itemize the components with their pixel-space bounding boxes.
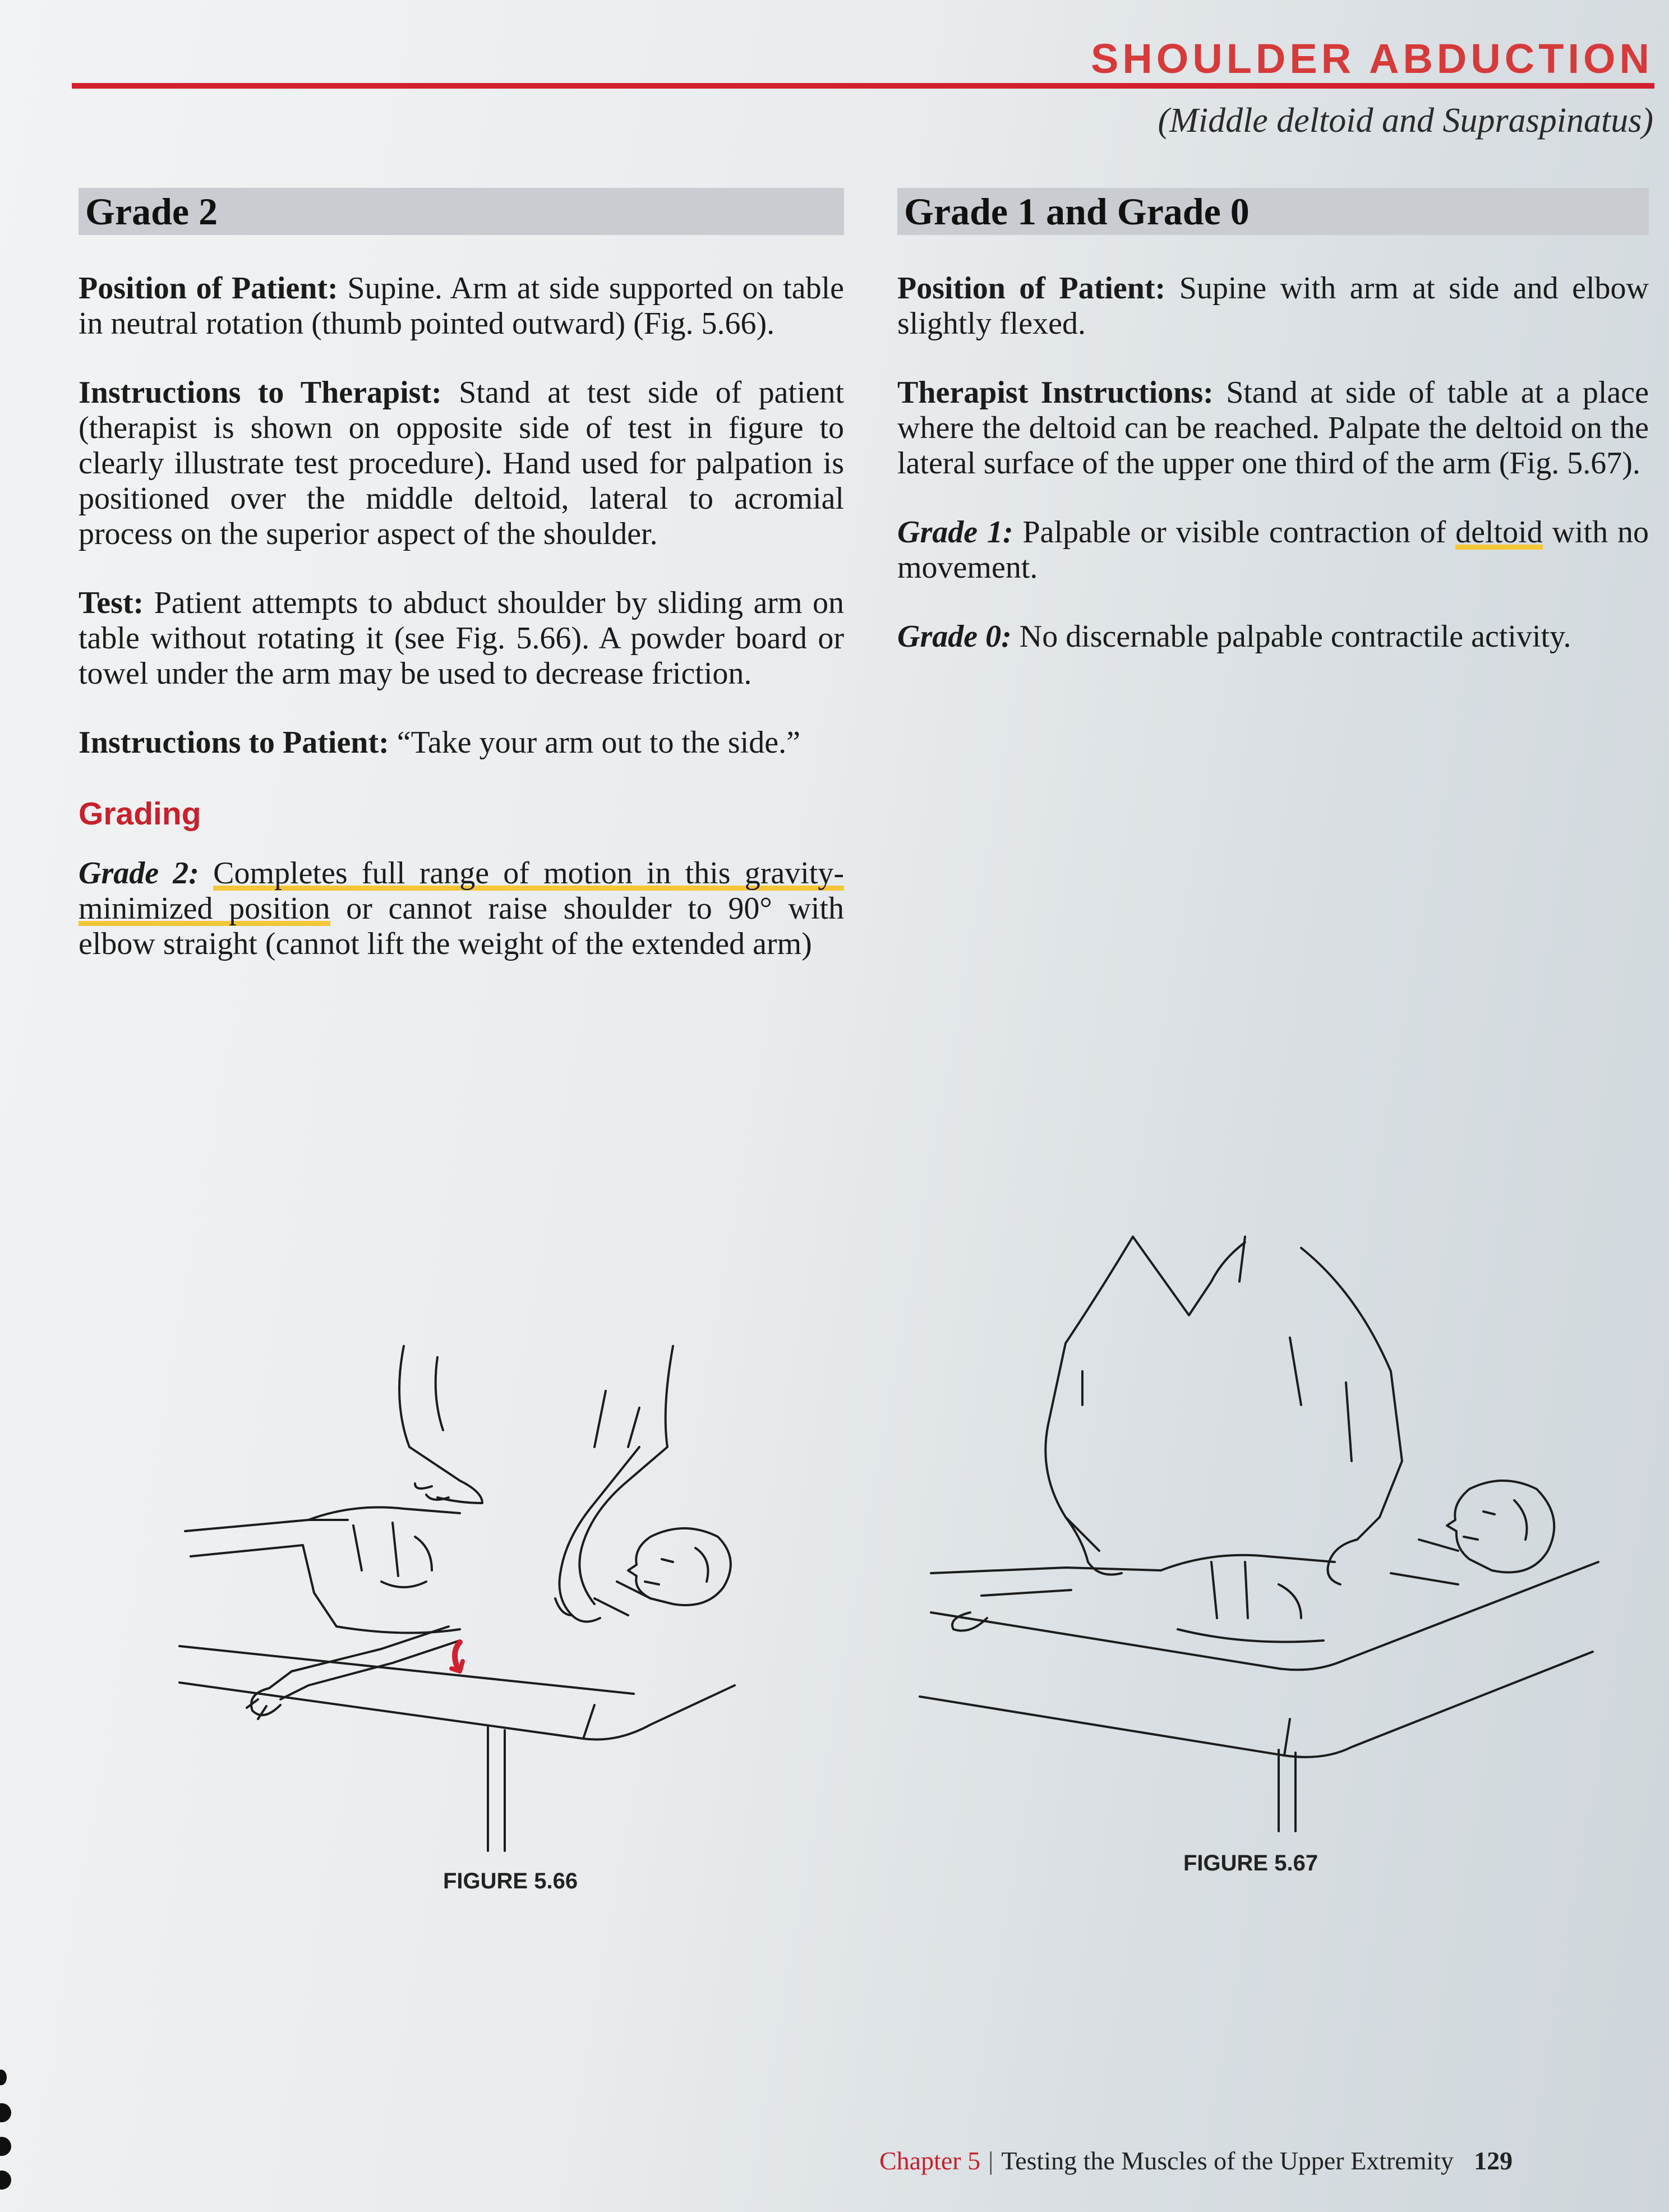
- footer-chapter: Chapter 5: [879, 2146, 981, 2175]
- position-label: Position of Patient:: [897, 271, 1166, 306]
- instructions-to-therapist-paragraph: [79, 375, 844, 552]
- left-column: [79, 188, 844, 962]
- right-column: [897, 188, 1649, 655]
- footer-chapter-title: Testing the Muscles of the Upper Extremity: [1001, 2146, 1454, 2175]
- grade-2-paragraph: [79, 856, 844, 962]
- grade-1-and-0-heading: Grade 1 and Grade 0: [897, 188, 1649, 235]
- footer-separator: |: [988, 2146, 994, 2175]
- page-number: 129: [1474, 2146, 1513, 2175]
- grade-1-text-pre: Palpable or visible contraction of: [1022, 515, 1446, 550]
- patient-label: Instructions to Patient:: [79, 725, 389, 760]
- page-title: SHOULDER ABDUCTION: [1090, 35, 1653, 82]
- figure-5-66: [168, 1335, 813, 1893]
- position-of-patient-paragraph: [79, 271, 844, 342]
- grade-0-text: No discernable palpable contractile activity.: [1019, 619, 1571, 654]
- grade-0-label: Grade 0:: [897, 619, 1012, 654]
- therapist-label: Therapist Instructions:: [897, 375, 1214, 410]
- figure-5-67-caption: FIGURE 5.67: [1183, 1851, 1318, 1875]
- grading-heading: Grading: [79, 796, 201, 832]
- therapist-text: Stand at test side of patient (therapist is shown on opposite side of test in figure to clearly illustrate test procedure). Hand used for palpation is positioned over the middle deltoid, lateral to acromial process on the superior aspect of the shoulder.: [79, 375, 844, 551]
- figure-5-67: [897, 1225, 1610, 1875]
- header-rule: [72, 83, 1654, 89]
- therapist-text: Stand at side of table at a place where the deltoid can be reached. Palpate the deltoid on the lateral surface of the upper one third of the arm (Fig. 5.67).: [897, 375, 1649, 481]
- position-text: Supine with arm at side and elbow slightly flexed.: [897, 271, 1649, 341]
- instructions-to-patient-paragraph: [79, 725, 844, 761]
- grade-2-label: Grade 2:: [79, 856, 199, 891]
- position-of-patient-paragraph: [897, 271, 1649, 342]
- grade-2-heading: Grade 2: [79, 188, 844, 235]
- position-label: Position of Patient:: [79, 271, 338, 306]
- figure-5-67-illustration: [897, 1225, 1610, 1848]
- test-text: Patient attempts to abduct shoulder by sliding arm on table without rotating it (see Fig. 5.66). A powder board or towel under the arm may be used to decrease friction.: [79, 586, 844, 691]
- page-subtitle: (Middle deltoid and Supraspinatus): [1158, 102, 1653, 140]
- grade-1-paragraph: [897, 515, 1649, 586]
- grade-1-label: Grade 1:: [897, 515, 1013, 550]
- page-footer: [879, 2146, 1513, 2176]
- binding-hole: [0, 2137, 11, 2156]
- test-paragraph: [79, 586, 844, 692]
- figure-5-66-illustration: [168, 1335, 813, 1873]
- therapist-instructions-paragraph: [897, 375, 1649, 481]
- binding-hole: [0, 2103, 11, 2122]
- grade-2-highlighted-text: Completes full range of motion in this gravity-minimized position: [79, 856, 845, 926]
- position-text: Supine. Arm at side supported on table in neutral rotation (thumb pointed outward) (Fig. 5.66).: [79, 271, 844, 341]
- grade-0-paragraph: [897, 619, 1649, 655]
- therapist-label: Instructions to Therapist:: [79, 375, 442, 410]
- binding-hole: [0, 2070, 7, 2085]
- test-label: Test:: [79, 586, 144, 620]
- figure-5-66-caption: FIGURE 5.66: [443, 1869, 578, 1893]
- patient-text: “Take your arm out to the side.”: [396, 725, 800, 760]
- binding-hole: [0, 2170, 11, 2190]
- grade-1-text-post: with no movement.: [897, 515, 1649, 585]
- grade-2-text: or cannot raise shoulder to 90° with elbow straight (cannot lift the weight of the extended arm): [79, 891, 845, 961]
- grade-1-highlighted-text: deltoid: [1455, 515, 1543, 550]
